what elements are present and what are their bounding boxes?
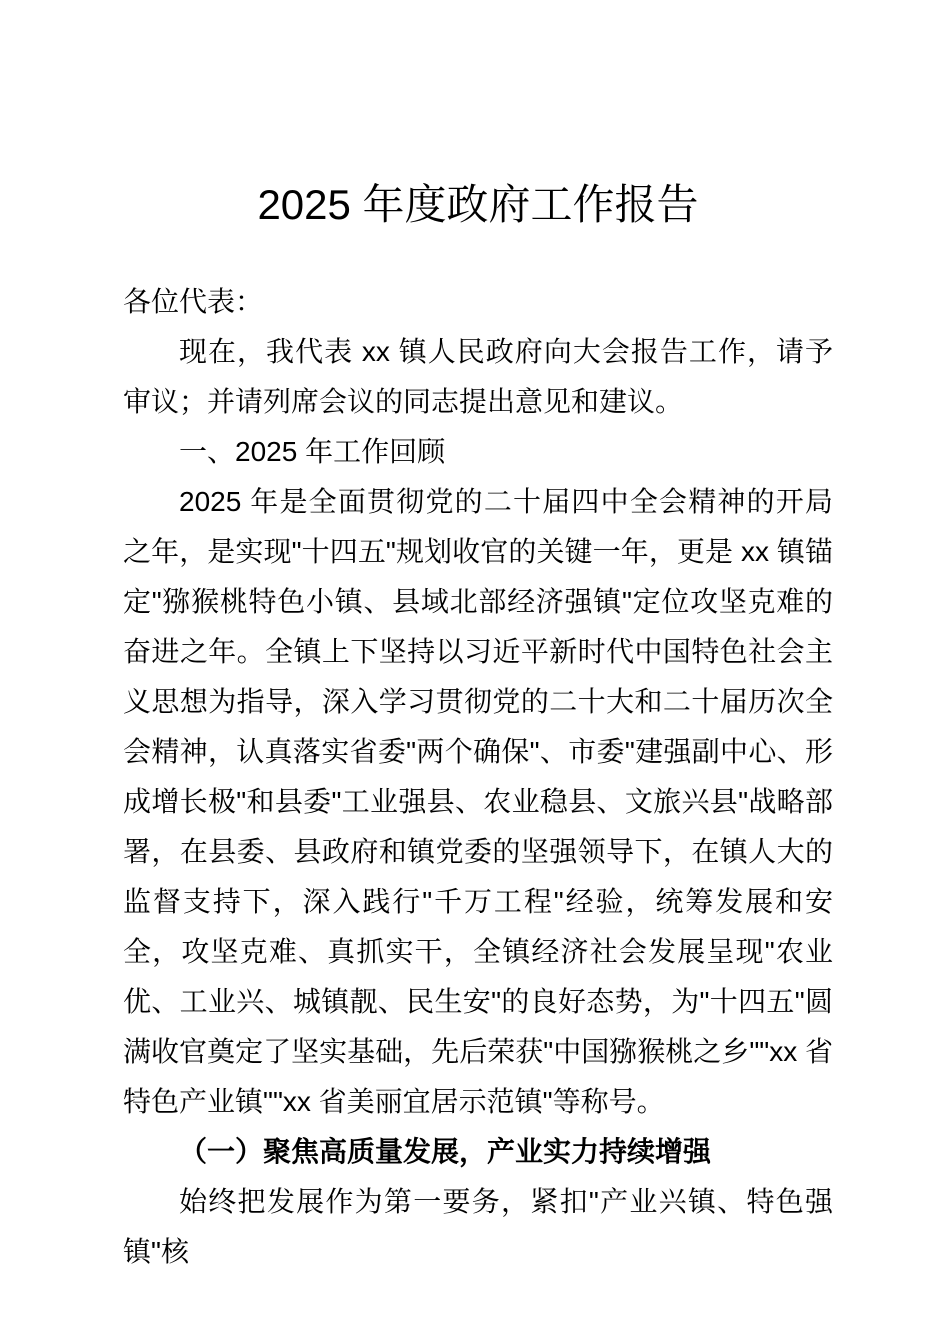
- paragraph-opening: 现在，我代表 xx 镇人民政府向大会报告工作，请予审议；并请列席会议的同志提出意见和建议。: [123, 336, 833, 417]
- section-heading-2025-review: 一、2025 年工作回顾: [179, 436, 446, 467]
- paragraph-development-intro: 始终把发展作为第一要务，紧扣"产业兴镇、特色强镇"核: [123, 1186, 833, 1267]
- salutation: 各位代表：: [123, 286, 264, 317]
- paragraph-year-review: 2025 年是全面贯彻党的二十届四中全会精神的开局之年，是实现"十四五"规划收官的关键一年，更是 xx 镇锚定"猕猴桃特色小镇、县域北部经济强镇"定位攻坚克难的奋进之年。全镇上下坚持以习近平新时代中国特色社会主义思想为指导，深入学习贯彻党的二十大和二十届历次全会精神，认真落实省委"两个确保"、市委"建强副中心、形成增长极"和县委"工业强县、农业稳县、文旅兴县"战略部署，在县委、县政府和镇党委的坚强领导下，在镇人大的监督支持下，深入践行"千万工程"经验，统筹发展和安全，攻坚克难、真抓实干，全镇经济社会发展呈现"农业优、工业兴、城镇靓、民生安"的良好态势，为"十四五"圆满收官奠定了坚实基础，先后荣获"中国猕猴桃之乡""xx 省特色产业镇""xx 省美丽宜居示范镇"等称号。: [123, 486, 833, 1117]
- subsection-heading-high-quality-development: （一）聚焦高质量发展，产业实力持续增强: [179, 1136, 712, 1167]
- document-title: 2025 年度政府工作报告: [257, 181, 699, 228]
